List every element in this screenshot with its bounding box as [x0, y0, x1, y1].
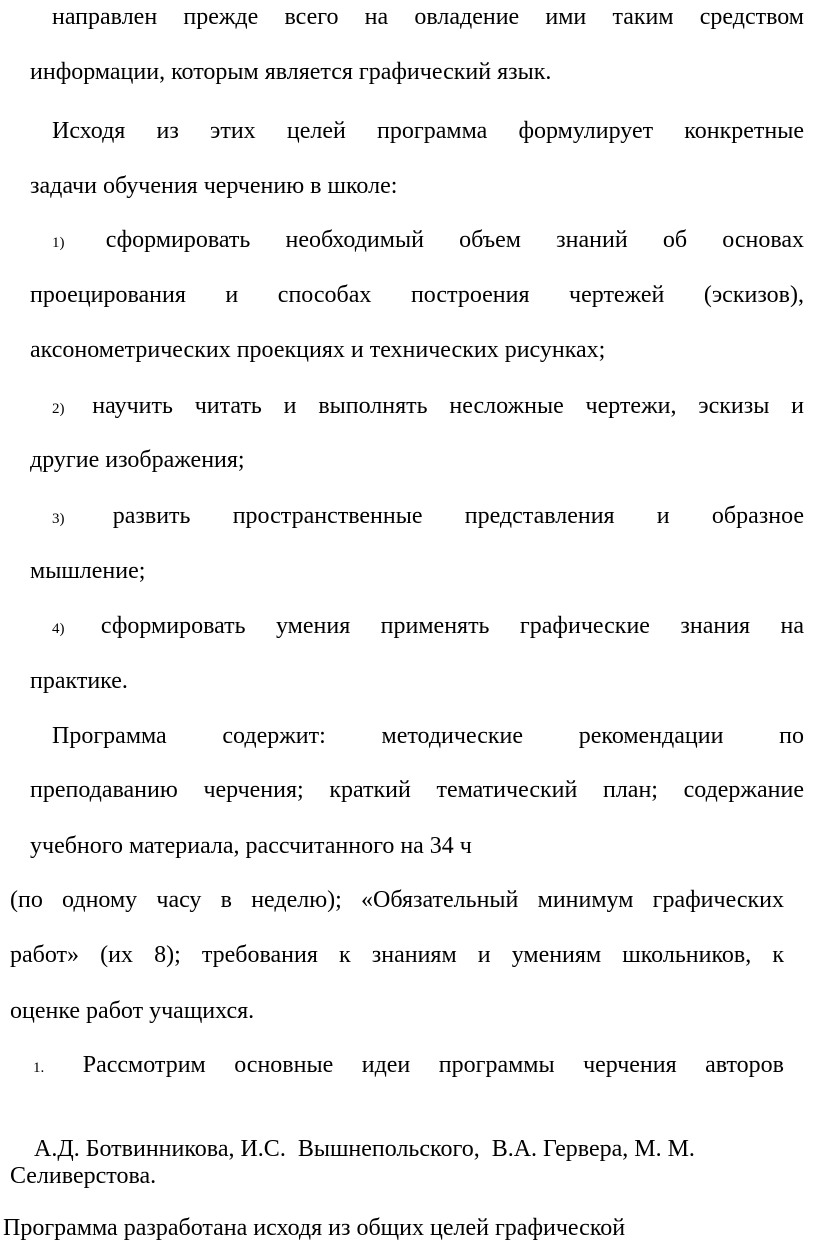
line-text: информации, которым является графический язык.	[30, 59, 552, 85]
list-marker: 1)	[52, 235, 65, 251]
line-text: Рассмотрим основные идеи программы черчения авторов	[82, 1052, 785, 1078]
text-line	[10, 941, 784, 969]
text-line	[52, 3, 804, 31]
line-text: научить читать и выполнять несложные чертежи, эскизы и	[92, 393, 804, 419]
line-text: учебного материала, рассчитанного на 34 ч	[30, 833, 472, 859]
line-text: мышление;	[30, 558, 146, 584]
text-line	[30, 832, 472, 860]
text-line	[10, 1162, 156, 1190]
line-text: преподаванию черчения; краткий тематический план; содержание	[30, 777, 804, 803]
list-marker: 3)	[52, 511, 65, 527]
line-text: направлен прежде всего на овладение ими таким средством	[52, 4, 804, 30]
text-line	[30, 557, 145, 585]
text-line	[52, 117, 804, 145]
text-line	[30, 446, 245, 474]
line-text: развить пространственные представления и образное	[112, 503, 805, 529]
text-line	[10, 886, 784, 914]
line-text: оценке работ учащихся.	[10, 998, 255, 1024]
line-text: сформировать умения применять графические знания на	[100, 613, 804, 639]
line-text: задачи обучения черчению в школе:	[30, 173, 398, 199]
list-item-4-first-line	[52, 612, 804, 643]
line-text: Селиверстова.	[10, 1163, 157, 1189]
list-marker: 1.	[33, 1060, 45, 1076]
text-line	[30, 776, 804, 804]
text-line	[30, 172, 397, 200]
list-marker: 4)	[52, 621, 65, 637]
line-text: А.Д. Ботвинникова, И.С. Вышнепольского, В.А. Гервера, М. М.	[34, 1136, 695, 1162]
list-marker: 2)	[52, 401, 65, 417]
text-line	[10, 997, 254, 1025]
line-text: сформировать необходимый объем знаний об основах	[105, 227, 804, 253]
text-line	[52, 722, 804, 750]
text-line	[30, 667, 128, 695]
line-text: Программа разработана исходя из общих целей графической	[3, 1215, 626, 1241]
line-text: (по одному часу в неделю); «Обязательный минимум графических	[10, 887, 784, 913]
text-line	[30, 281, 804, 309]
line-text: практике.	[30, 668, 128, 694]
line-text: Программа содержит: методические рекомендации по	[52, 723, 804, 749]
text-line	[3, 1214, 625, 1242]
list-item-1-first-line	[52, 226, 804, 257]
line-text: работ» (их 8); требования к знаниям и умениям школьников, к	[10, 942, 784, 968]
list-item-2-first-line	[52, 392, 804, 423]
list-item-3-first-line	[52, 502, 804, 533]
text-line	[30, 336, 605, 364]
numbered-item-first-line	[33, 1051, 784, 1082]
line-text: аксонометрических проекциях и технических рисунках;	[30, 337, 606, 363]
line-text: Исходя из этих целей программа формулирует конкретные	[52, 118, 804, 144]
line-text: проецирования и способах построения чертежей (эскизов),	[30, 282, 804, 308]
line-text: другие изображения;	[30, 447, 245, 473]
text-line	[30, 58, 551, 86]
